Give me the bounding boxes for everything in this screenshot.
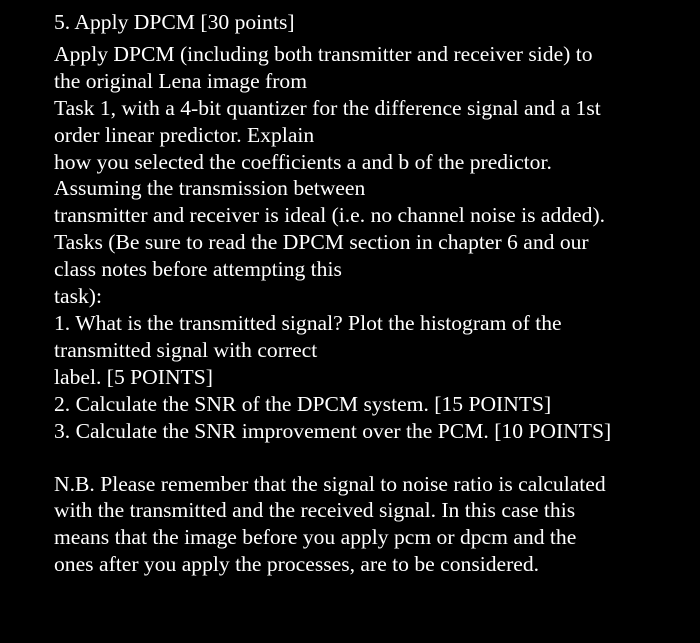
- body-line: Tasks (Be sure to read the DPCM section in chapter 6 and our: [54, 230, 589, 255]
- body-line: order linear predictor. Explain: [54, 122, 315, 147]
- task-line: 2. Calculate the SNR of the DPCM system. [15 POINTS]: [54, 391, 552, 416]
- task-line: 1. What is the transmitted signal? Plot the histogram of the: [54, 310, 562, 335]
- body-line: Apply DPCM (including both transmitter and receiver side) to: [54, 41, 593, 66]
- note-line: with the transmitted and the received signal. In this case this: [54, 498, 576, 523]
- note-paragraph: [54, 471, 694, 579]
- body-line: Task 1, with a 4-bit quantizer for the difference signal and a 1st: [54, 95, 601, 120]
- body-line: class notes before attempting this: [54, 257, 342, 282]
- note-line: N.B. Please remember that the signal to noise ratio is calculated: [54, 471, 606, 496]
- task-line: label. [5 POINTS]: [54, 364, 213, 389]
- body-line: Assuming the transmission between: [54, 176, 366, 201]
- body-line: the original Lena image from: [54, 68, 308, 93]
- task-line: 3. Calculate the SNR improvement over the PCM. [10 POINTS]: [54, 418, 612, 443]
- question-title: 5. Apply DPCM [30 points]: [54, 10, 295, 34]
- body-line: how you selected the coefficients a and b of the predictor.: [54, 149, 552, 174]
- body-line: transmitter and receiver is ideal (i.e. no channel noise is added).: [54, 203, 606, 228]
- body-line: task):: [54, 284, 102, 309]
- note-line: means that the image before you apply pcm or dpcm and the: [54, 525, 577, 550]
- task-line: transmitted signal with correct: [54, 337, 318, 362]
- note-line: ones after you apply the processes, are to be considered.: [54, 552, 540, 577]
- document-text: [54, 9, 694, 578]
- task-list: [54, 310, 694, 445]
- question-body: [54, 41, 694, 310]
- paragraph-gap: [54, 445, 694, 471]
